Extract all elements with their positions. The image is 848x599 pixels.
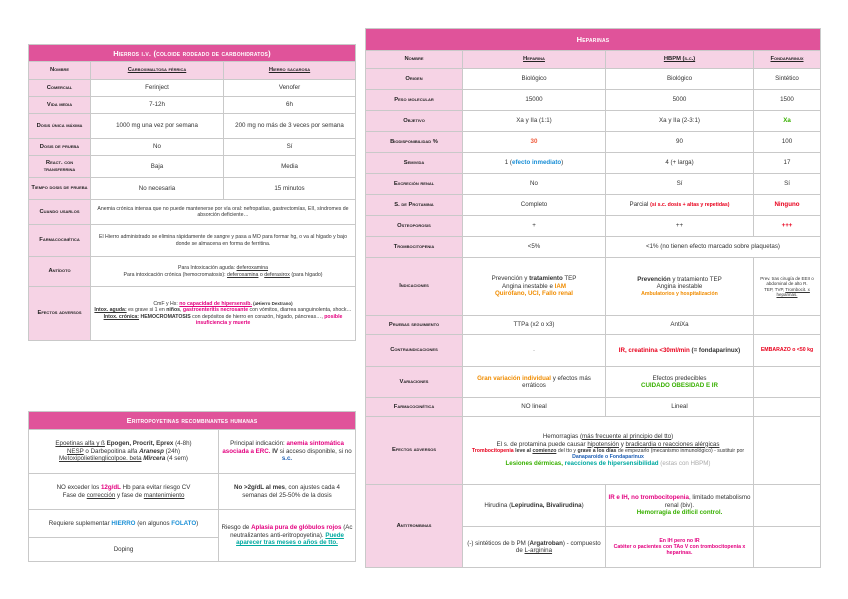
cell-value: +++	[754, 216, 821, 237]
cell-value: EMBARAZO o <50 kg	[754, 335, 821, 367]
cell-value: <5%	[463, 237, 606, 258]
efectos-adversos-text: CmF y Hs: no capacidad de hipersensib. (aHierro Dextrano) Intox. aguda: es grave si 1 en niños, gastroenteritis necrosante con vómitos, diarrea sanguinolenta, shock… Intox. crónica: HEMOCROMATOSIS con depósitos de hierro en corazón, hígado, páncreas…, posible insuficiencia y muerte	[91, 287, 356, 341]
cell-value: 200 mg no más de 3 veces por semana	[224, 114, 356, 139]
cell-value: Biológico	[606, 69, 754, 90]
antitrombinas-hirudina: Hirudina (Lepirudina, Bivalirudina)	[463, 485, 606, 527]
hierros-title: Hierros i.v. (coloide rodeado de carbohidratos)	[29, 45, 356, 62]
cell-value	[754, 398, 821, 417]
farmacocinetica-text: El Hierro administrado se elimina rápidamente de sangre y pasa a MO para formar hg, o va al hígado y bajo donde se almacena en forma de ferritina.	[91, 225, 356, 257]
row-label: Semivida	[366, 153, 463, 174]
indicaciones-hbpm: Prevención y tratamiento TEP Angina inestable Ambulatorios y hospitalización	[606, 258, 754, 316]
row-label: Variaciones	[366, 367, 463, 398]
row-label: Vida media	[29, 97, 91, 114]
row-label: Efectos adversos	[366, 417, 463, 485]
row-label: Antitrombinas	[366, 485, 463, 568]
heparinas-header-fondaparinux: Fondaparinux	[754, 51, 821, 69]
row-label: Osteoporosis	[366, 216, 463, 237]
cell-value: 100	[754, 132, 821, 153]
row-label: Pruebas seguimiento	[366, 316, 463, 335]
cell-value: 30	[463, 132, 606, 153]
heparinas-header-heparina: Heparina	[463, 51, 606, 69]
heparinas-header-nombre: Nombre	[366, 51, 463, 69]
heparinas-efectos-text: Hemorragias (más frecuente al principio del tto) El s. de protamina puede causar hipotensión y bradicardia o reacciones alérgicas Trombocitopenia leve al comienzo del tto y grave a los días de empezarlo (mecanismo inmunológico) - sustituir por Danaparoide o Fondaparinux Lesiones dérmicas, reacciones de hipersensibilidad (estas con HBPM)	[463, 417, 754, 485]
row-label: Farmacocinética	[29, 225, 91, 257]
cell-value: Xa	[754, 111, 821, 132]
cell-value: <1% (no tienen efecto marcado sobre plaquetas)	[606, 237, 821, 258]
cell-value: Ferinject	[91, 80, 224, 97]
cell-value: Baja	[91, 156, 224, 178]
hierros-header-sacarosa: Hierro sacarosa	[224, 62, 356, 80]
cell-value: TTPa (x2 o x3)	[463, 316, 606, 335]
cell-value: 5000	[606, 90, 754, 111]
cell-value: 7-12h	[91, 97, 224, 114]
eritro-title: Eritropoyetinas recombinantes humanas	[29, 412, 356, 430]
hierros-header-carboximaltosa: Carboximaltosa férrica	[91, 62, 224, 80]
cell-value: Biológico	[463, 69, 606, 90]
cell-value: Ninguno	[754, 195, 821, 216]
eritro-exceder-cell: NO exceder los 12g/dL Hb para evitar riesgo CV Fase de corrección y fase de mantenimiento	[29, 474, 219, 510]
cell-value: 6h	[224, 97, 356, 114]
heparinas-title: Heparinas	[366, 29, 821, 51]
cell-value: Lineal	[606, 398, 754, 417]
cell-value: Media	[224, 156, 356, 178]
cell-value: Sintético	[754, 69, 821, 90]
hierros-table	[28, 44, 356, 341]
row-label: Cuando usarlos	[29, 200, 91, 225]
cell-value: 90	[606, 132, 754, 153]
cell-value: No	[91, 139, 224, 156]
row-label: Farmacocinética	[366, 398, 463, 417]
cell-value: No	[463, 174, 606, 195]
cell-value: Parcial (si s.c. dosis + altas y repetidas)	[606, 195, 754, 216]
row-label: Tiempo dosis de prueba	[29, 178, 91, 200]
cell-value	[754, 417, 821, 485]
antidoto-text: Para Intoxicación aguda: deferoxamina Para intoxicación crónica (hemocromatosis): deferoxamina o deferasirox (para hígado)	[91, 257, 356, 287]
indicaciones-heparina: Prevención y tratamiento TEP Angina inestable e IAM Quirófano, UCI, Fallo renal	[463, 258, 606, 316]
eritro-riesgo-cell: Riesgo de Aplasia pura de glóbulos rojos (Ac neutralizantes anti-eritropoyetina). Puede aparecer tras meses o años de tto.	[219, 510, 356, 562]
cell-value: Sí	[606, 174, 754, 195]
eritro-names-cell: Epoetinas alfa y ß Epogen, Procrit, Eprex (4-8h) NESP o Darbepoitina alfa Aranesp (24h) Metoxipolietilenglicolpoe. beta Mircera (4 sem)	[29, 430, 219, 474]
row-label: Contraindicaciones	[366, 335, 463, 367]
hierros-header-nombre: Nombre	[29, 62, 91, 80]
row-label: Peso molecular	[366, 90, 463, 111]
eritro-suplementar-cell: Requiere suplementar HIERRO (en algunos FOLATO)	[29, 510, 219, 538]
heparinas-header-hbpm: HBPM (s.c.)	[606, 51, 754, 69]
cell-value: 4 (+ larga)	[606, 153, 754, 174]
row-label: Biodisponibilidad %	[366, 132, 463, 153]
antitrombinas-argatroban-notes: En IH pero no IR Catéter o pacientes con TAo V con trombocitopenia x heparinas.	[606, 527, 754, 568]
cell-value: ++	[606, 216, 754, 237]
indicaciones-fondaparinux: Prev. tras cirugía de EEII o abdominal de alto R. TEP, TVP, Trombocit. x heparinas.	[754, 258, 821, 316]
row-label: Efectos adversos	[29, 287, 91, 341]
cell-value: Gran variación individual y efectos más erráticos	[463, 367, 606, 398]
antitrombinas-argatroban: (-) sintéticos de b PM (Argatroban) - compuesto de L-arginina	[463, 527, 606, 568]
cell-value: Completo	[463, 195, 606, 216]
cell-value: 15 minutos	[224, 178, 356, 200]
cuando-usarlos-text: Anemia crónica intensa que no puede mantenerse por vía oral: nefropatías, gastrectomías, EII, síndromes de absorción deficiente…	[91, 200, 356, 225]
cell-value: 17	[754, 153, 821, 174]
cell-value: AntiXa	[606, 316, 754, 335]
eritro-dosis-cell: No >2g/dL al mes, con ajustes cada 4 semanas del 25-50% de la dosis	[219, 474, 356, 510]
cell-value: Xa y IIa (2-3:1)	[606, 111, 754, 132]
eritro-doping-cell: Doping	[29, 538, 219, 562]
row-label: Dosis única máxima	[29, 114, 91, 139]
row-label: Trombocitopenia	[366, 237, 463, 258]
cell-value: IR, creatinina <30ml/min (= fondaparinux)	[606, 335, 754, 367]
cell-value: Venofer	[224, 80, 356, 97]
cell-value: Xa y IIa (1:1)	[463, 111, 606, 132]
row-label: Comercial	[29, 80, 91, 97]
antitrombinas-hirudina-notes: IR e IH, no trombocitopenia, limitado metabolismo renal (biv). Hemorragia de difícil control.	[606, 485, 754, 527]
cell-value: 1 (efecto inmediato)	[463, 153, 606, 174]
row-label: Origen	[366, 69, 463, 90]
cell-value: 1000 mg una vez por semana	[91, 114, 224, 139]
cell-value: 1500	[754, 90, 821, 111]
cell-value: Efectos predecibles CUIDADO OBESIDAD E IR	[606, 367, 754, 398]
cell-value: Sí	[754, 174, 821, 195]
cell-value	[754, 527, 821, 568]
eritro-indicacion-cell: Principal indicación: anemia sintomática asociada a ERC. IV si acceso disponible, si no s.c.	[219, 430, 356, 474]
row-label: Objetivo	[366, 111, 463, 132]
cell-value: Sí	[224, 139, 356, 156]
cell-value: NO lineal	[463, 398, 606, 417]
cell-value: No necesaria	[91, 178, 224, 200]
cell-value: +	[463, 216, 606, 237]
eritropoyetinas-table	[28, 411, 356, 562]
heparinas-table	[365, 28, 821, 568]
row-label: Excreción renal	[366, 174, 463, 195]
cell-value	[754, 367, 821, 398]
row-label: Dosis de prueba	[29, 139, 91, 156]
cell-value: -	[463, 335, 606, 367]
row-label: S. de Protamina	[366, 195, 463, 216]
row-label: Indicaciones	[366, 258, 463, 316]
cell-value	[754, 485, 821, 527]
cell-value: 15000	[463, 90, 606, 111]
row-label: Antídoto	[29, 257, 91, 287]
row-label: React. con transferrina	[29, 156, 91, 178]
cell-value	[754, 316, 821, 335]
